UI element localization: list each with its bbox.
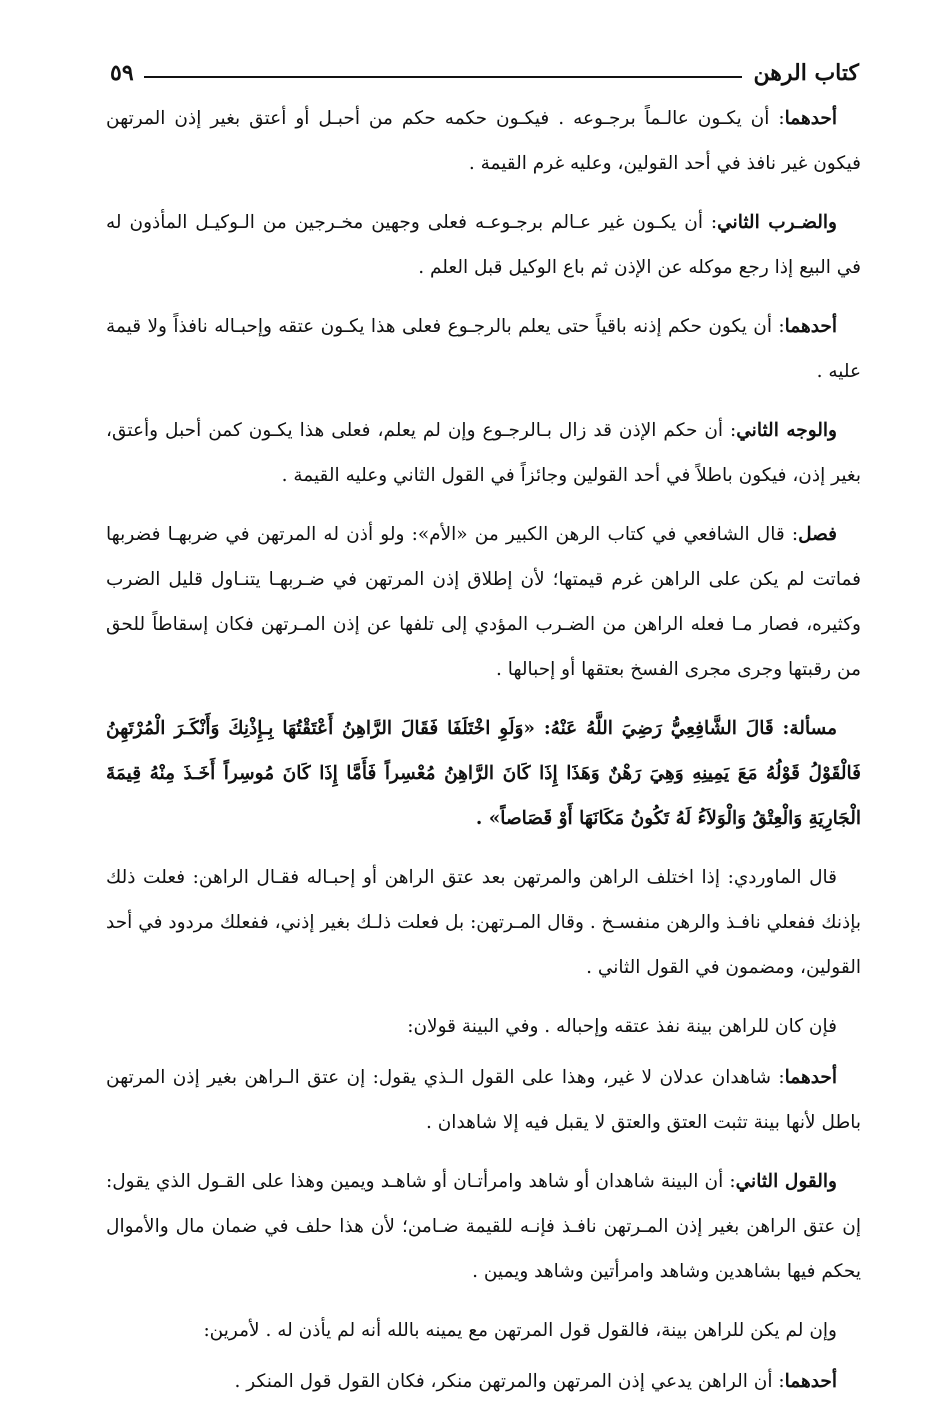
paragraph-lead: والقول الثاني	[735, 1171, 837, 1192]
paragraph	[106, 512, 861, 692]
running-title: كتاب الرهن	[753, 60, 859, 86]
paragraph	[106, 96, 861, 186]
paragraph-text: : شاهدان عدلان لا غير، وهذا على القول الـذي يقول: إن عتق الـراهن بغير إذن المرتهن باطل لأنها بينة تثبت العتق والعتق لا يقبل فيه إلا شاهدان .	[106, 1067, 861, 1133]
paragraph-text: : أن الراهن يدعي إذن المرتهن والمرتهن منكر، فكان القول قول المنكر .	[234, 1371, 785, 1392]
page-number: ٥٩	[110, 60, 134, 86]
paragraph-text: فإن كان للراهن بينة نفذ عتقه وإحباله . وفي البينة قولان:	[407, 1016, 837, 1037]
header-rule	[144, 76, 742, 78]
paragraph-text: : أن يكـون غير عـالم برجـوعـه فعلى وجهين مخـرجين من الـوكيـل المأذون له في البيع إذا رجع موكله عن الإذن ثم باع الوكيل قبل العلم .	[106, 212, 861, 278]
paragraph-text: : أن البينة شاهدان أو شاهد وامرأتـان أو شاهـد ويمين وهذا على القـول الذي يقول: إن عتق الراهن بغير إذن المـرتهن نافـذ فإنـه للقيمة ضـامن؛ لأن هذا حلف في ضمان مال والأموال يحكم فيها بشاهدين وشاهد وامرأتين وشاهد ويمين .	[106, 1171, 861, 1282]
page-header	[110, 56, 859, 86]
body-text	[106, 96, 861, 1418]
paragraph	[106, 304, 861, 394]
paragraph-lead: أحدهما	[784, 108, 837, 129]
paragraph	[106, 855, 861, 990]
paragraph-lead: أحدهما	[784, 316, 837, 337]
paragraph-text: : أن يكون حكم إذنه باقياً حتى يعلم بالرجـوع فعلى هذا يكـون عتقه وإحبـاله نافذاً ولا قيمة عليه .	[106, 316, 861, 382]
paragraph-text: : قَالَ الشَّافِعِيُّ رَضِيَ اللَّهُ عَنْهُ: «وَلَوِ اخْتَلَفَا فَقَالَ الرَّاهِنُ أَعْتَقْتُهَا بِـإِذْنِكَ وَأَنْكَـرَ الْمُرْتَهِنُ فَالْقَوْلُ قَوْلُهُ مَعَ يَمِينِهِ وَهِيَ رَهْنٌ وَهَذَا إِذَا كَانَ الرَّاهِنُ مُعْسِراً فَأَمَّا إِذَا كَانَ مُوسِراً أَخَـذَ مِنْهُ قِيمَةَ الْجَارِيَةِ وَالْعِتْقُ وَالْوَلاَءُ لَهُ تَكُونُ مَكَانَهَا أَوْ قَصَاصاً» .	[106, 718, 861, 829]
paragraph-lead: أحدهما	[784, 1067, 837, 1088]
paragraph-lead: فصل	[798, 524, 837, 545]
paragraph-text: : قال الشافعي في كتاب الرهن الكبير من «الأم»: ولو أذن له المرتهن في ضربهـا فضربها فماتت لم يكن على الراهن غرم قيمتها؛ لأن إطلاق إذن المرتهن في ضـربهـا يتنـاول قليل الضرب وكثيره، فصار مـا فعله الراهن من الضـرب المؤدي إلى تلفها عن إذن المـرتهن فكان إسقاطاً للحق من رقبتها وجرى مجرى الفسخ بعتقها أو إحبالها .	[106, 524, 861, 680]
paragraph	[106, 1004, 861, 1049]
paragraph-lead: مسألة	[789, 718, 837, 739]
paragraph	[106, 408, 861, 498]
paragraph	[106, 1308, 861, 1353]
paragraph-lead: أحدهما	[784, 1371, 837, 1392]
paragraph	[106, 1159, 861, 1294]
paragraph-text: وإن لم يكن للراهن بينة، فالقول قول المرتهن مع يمينه بالله أنه لم يأذن له . لأمرين:	[203, 1320, 837, 1341]
paragraph-lead: والوجه الثاني	[736, 420, 837, 441]
paragraph-text: قال الماوردي: إذا اختلف الراهن والمرتهن بعد عتق الراهن أو إحبـاله فقـال الراهن: فعلت ذلك بإذنك ففعلي نافـذ والرهن منفسـخ . وقال المـرتهن: بل فعلت ذلـك بغير إذني، ففعلك مردود في أحد القولين، ومضمون في القول الثاني .	[106, 867, 861, 978]
paragraph-text: : أن حكم الإذن قد زال بـالرجـوع وإن لم يعلم، فعلى هذا يكـون كمن أحبل وأعتق، بغير إذن، فيكون باطلاً في أحد القولين وجائزاً في القول الثاني وعليه القيمة .	[106, 420, 861, 486]
paragraph	[106, 200, 861, 290]
paragraph	[106, 1055, 861, 1145]
paragraph-text: : أن يكـون عالـماً برجـوعه . فيكـون حكمه حكم من أحبـل أو أعتق بغير إذن المرتهن فيكون غير نافذ في أحد القولين، وعليه غرم القيمة .	[106, 108, 861, 174]
paragraph-lead: والضـرب الثاني	[717, 212, 837, 233]
paragraph	[106, 706, 861, 841]
paragraph	[106, 1359, 861, 1404]
